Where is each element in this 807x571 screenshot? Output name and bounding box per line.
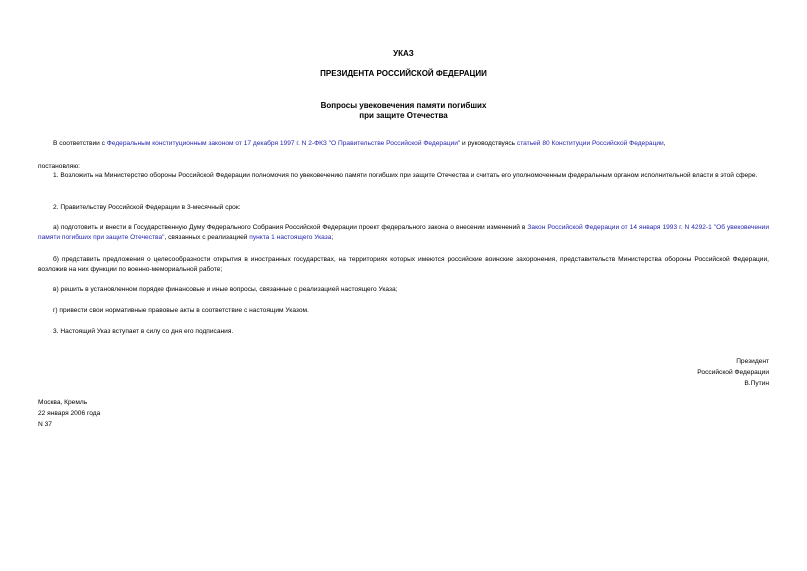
rf-law-link[interactable]: Закон Российской Федерации от 14 января 1993 г. N 4292-1 "Об увековечении памяти погибших при защите Отечества" <box>38 224 769 241</box>
paragraph-item-a <box>38 223 769 243</box>
preamble-paragraph <box>38 139 769 149</box>
decree-subject-line-2: при защите Отечества <box>359 111 448 120</box>
decree-subject-line-1: Вопросы увековечения памяти погибших <box>320 101 487 110</box>
paragraph-item-2: 2. Правительству Российской Федерации в 3-месячный срок: <box>53 204 241 211</box>
postanovlyayu-text: постановляю: <box>38 163 81 170</box>
paragraph-item-3: 3. Настоящий Указ вступает в силу со дня его подписания. <box>53 328 234 335</box>
preamble-text-3: , <box>663 140 666 147</box>
signing-date: 22 января 2006 года <box>38 410 101 417</box>
preamble-text-2: и руководствуясь <box>460 140 517 147</box>
point-1-link[interactable]: пункта 1 настоящего Указа <box>249 234 332 241</box>
paragraph-item-b: б) представить предложения о целесообразности открытия в иностранных государствах, на территориях которых имеются российские воинские захоронения, представительств Министерства обороны Российской Федерации, возложив на них функции по военно-мемориальной работе; <box>38 256 769 273</box>
signature-title: Президент <box>736 358 769 365</box>
item-a-text-1: а) подготовить и внести в Государственную Думу Федерального Собрания Российской Федерации проект федерального закона о внесении изменений в <box>53 224 528 231</box>
paragraph-item-g: г) привести свои нормативные правовые акты в соответствие с настоящим Указом. <box>53 307 309 314</box>
signature-name: В.Путин <box>744 380 769 387</box>
paragraph-item-1: 1. Возложить на Министерство обороны Российской Федерации полномочия по увековечению памяти погибших при защите Отечества и считать его уполномоченным федеральным органом исполнительной власти в этой сфере. <box>53 172 758 179</box>
item-a-text-2: , связанных с реализацией <box>164 234 250 241</box>
signing-place: Москва, Кремль <box>38 399 88 406</box>
decree-heading: УКАЗ <box>393 49 414 58</box>
preamble-text-1: В соответствии с <box>53 140 107 147</box>
constitution-article-link[interactable]: статьей 80 Конституции Российской Федерации <box>516 140 664 147</box>
signature-country: Российской Федерации <box>697 369 769 376</box>
paragraph-item-v: в) решить в установленном порядке финансовые и иные вопросы, связанные с реализацией настоящего Указа; <box>53 286 398 293</box>
decree-number: N 37 <box>38 421 52 428</box>
decree-issuer: ПРЕЗИДЕНТА РОССИЙСКОЙ ФЕДЕРАЦИИ <box>320 69 487 78</box>
federal-law-link[interactable]: Федеральным конституционным законом от 17 декабря 1997 г. N 2-ФКЗ "О Правительстве Российской Федерации" <box>106 140 461 147</box>
item-a-text-3: ; <box>331 234 334 241</box>
